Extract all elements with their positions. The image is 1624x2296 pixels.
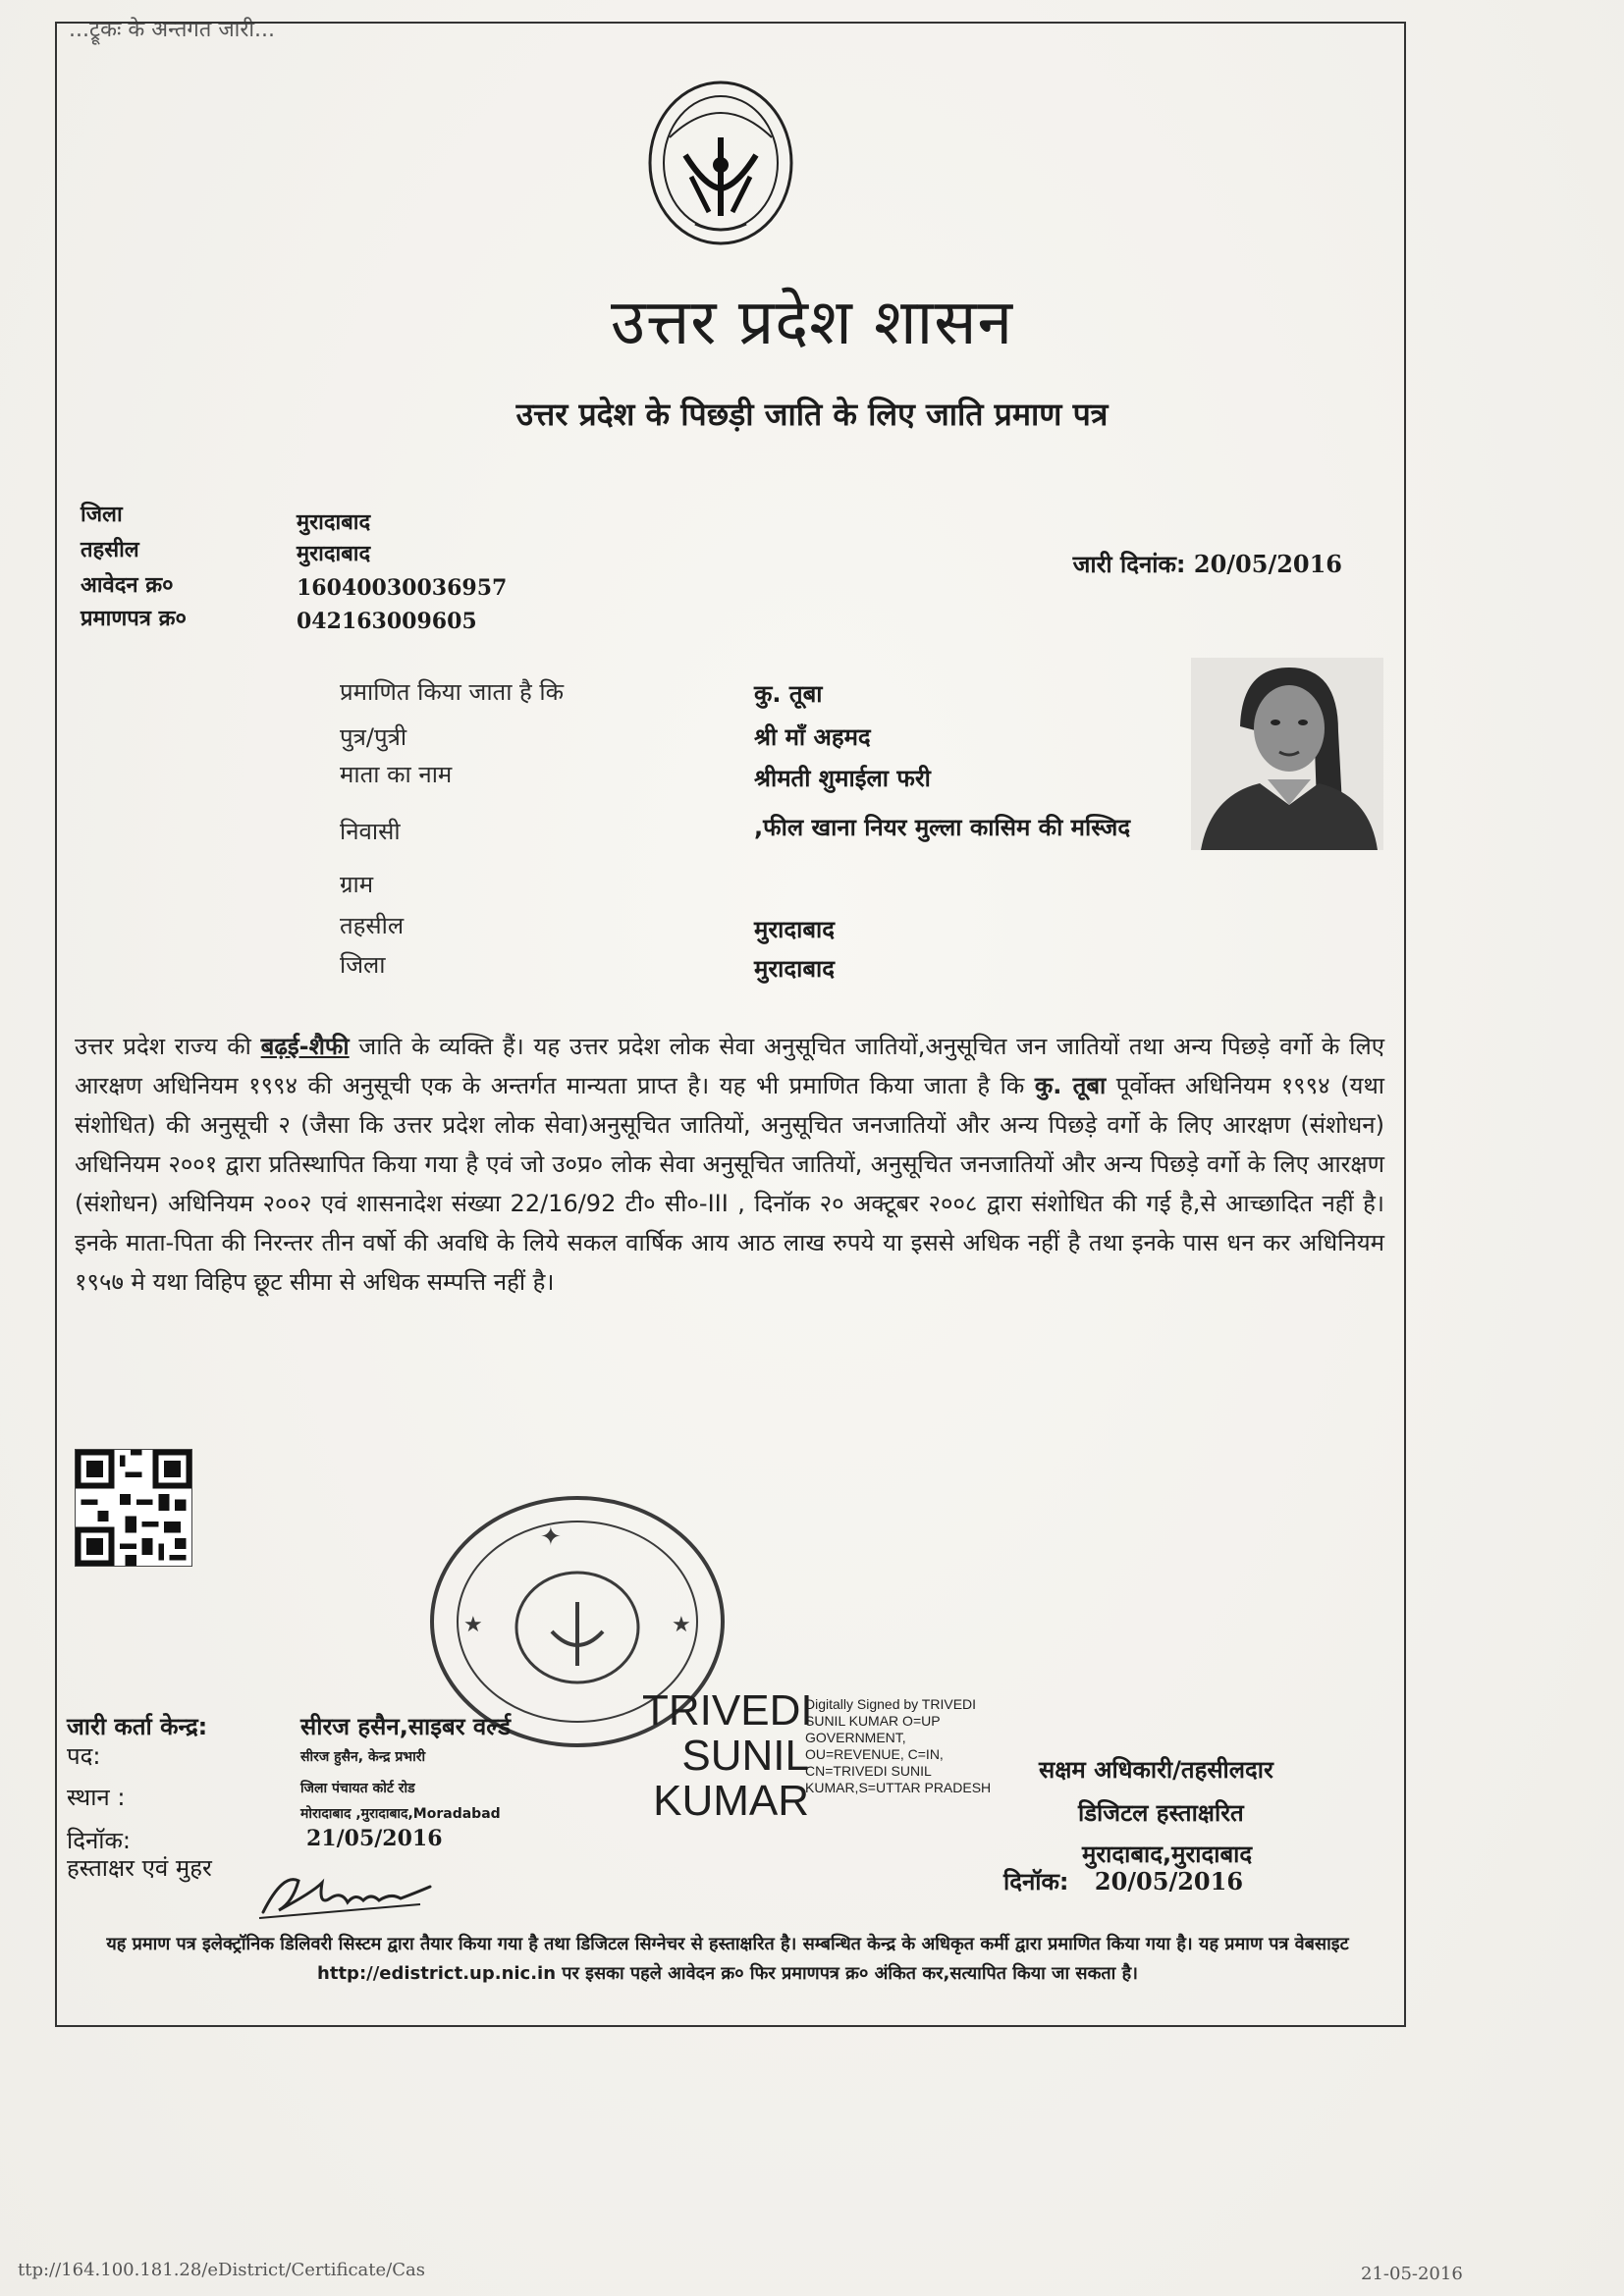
issuer-place-value-1: जिला पंचायत कोर्ट रोड [300,1781,415,1796]
caste-name: बढ़ई-शैफी [260,1033,350,1060]
issue-date-value: 20/05/2016 [1193,550,1342,578]
body-applicant-name: कु. तूबा [1034,1072,1107,1099]
top-note: ...ट्रूकः के अन्तगत जारी... [69,18,276,42]
certificate-body [75,1027,1384,1302]
handwritten-signature [253,1863,460,1922]
resident-address: ,फील खाना नियर मुल्ला कासिम की मस्जिद [754,814,1131,841]
applicant-portrait [1191,658,1383,850]
up-government-emblem [646,79,795,247]
issuer-center-label: जारी कर्ता केन्द्र: [67,1713,208,1740]
issuer-post-label: पद: [67,1742,101,1770]
authority-line-1: सक्षम अधिकारी/तहसीलदार [1039,1756,1273,1784]
village-label: ग्राम [340,871,374,898]
body-text-part-3: पूर्वोक्त अधिनियम १९९४ (यथा संशोधित) की अनुसूची २ (जैसा कि उत्तर प्रदेश लोक सेवा)अनुसूचित जातियों, अनुसूचित जनजातियों और अन्य पिछड़े वर्गो के लिए आरक्षण (संशोधन) अधिनियम २००१ द्वारा प्रतिस्थापित किया गया है एवं जो उ०प्र० लोक सेवा अनुसूचित जातियों, अनुसूचित जनजातियों और अन्य पिछड़े वर्गो के लिए आरक्षण (संशोधन) अधिनियम २००२ एवं शासनादेश संख्या 22/16/92 टी० सी०-III , दिनॉक २० अक्टूबर २००८ द्वारा संशोधित की गई है,से आच्छादित नहीं है।इनके माता-पिता की निरन्तर तीन वर्षो की अवधि के लिये सकल वार्षिक आय आठ लाख रुपये या इससे अधिक नहीं है तथा इनके पास धन कर अधिनियम १९५७ मे यथा विहिप छूट सीमा से अधिक सम्पत्ति नहीं है। [75,1072,1384,1296]
certificate-number-label: प्रमाणपत्र क्र० [81,607,187,631]
document-subtitle: उत्तर प्रदेश के पिछड़ी जाति के लिए जाति प्रमाण पत्र [515,396,1109,433]
issuer-sign-label: हस्ताक्षर एवं मुहर [67,1854,212,1882]
digital-signer-name-2: SUNIL [681,1732,809,1780]
authority-date-label: दिनॉक: [1003,1868,1069,1896]
resident-label: निवासी [340,818,401,845]
tehsil-value: मुरादाबाद [297,542,371,566]
digital-signer-name-1: TRIVEDI [642,1686,813,1735]
issuer-post-value: सीरज हुसैन, केन्द्र प्रभारी [300,1749,426,1765]
mother-label: माता का नाम [340,761,453,788]
authority-date [1003,1865,1243,1897]
parent-name: श्री माँ अहमद [754,723,871,751]
body-text-part-2: जाति के व्यक्ति हैं। यह उत्तर प्रदेश लोक सेवा अनुसूचित जातियों,अनुसूचित जन जातियों तथा अन्य पिछड़े वर्गो के लिए आरक्षण अधिनियम १९९४ की अनुसूची एक के अन्तर्गत मान्यता प्राप्त है। यह भी प्रमाणित किया जाता है कि [75,1033,1384,1099]
authority-line-3: मुरादाबाद,मुरादाबाद [1082,1841,1253,1868]
district-value: मुरादाबाद [297,510,371,535]
field-tehsil-label: तहसील [340,912,405,939]
certificate-number-value: 042163009605 [297,609,477,634]
application-number-value: 16040030036957 [297,575,508,601]
issue-date-label: जारी दिनांक: [1072,551,1186,578]
authority-date-value: 20/05/2016 [1094,1867,1244,1896]
issue-date [1073,548,1342,580]
issuer-date-label: दिनॉक: [67,1827,132,1854]
tehsil-label: तहसील [81,538,139,562]
qr-code [75,1449,192,1567]
certified-label: प्रमाणित किया जाता है कि [340,678,565,706]
issuer-place-label: स्थान : [67,1784,126,1811]
authority-line-2: डिजिटल हस्ताक्षरित [1078,1799,1244,1827]
field-district-value: मुरादाबाद [754,955,836,983]
document-title: उत्तर प्रदेश शासन [611,287,1013,359]
body-text-part-1: उत्तर प्रदेश राज्य की [75,1033,261,1060]
issuer-place-value-2: मोरादाबाद ,मुरादाबाद,Moradabad [300,1806,501,1822]
application-number-label: आवेदन क्र० [81,573,174,598]
issuer-date-value: 21/05/2016 [306,1826,443,1851]
footer-verification-note: यह प्रमाण पत्र इलेक्ट्रॉनिक डिलिवरी सिस्टम द्वारा तैयार किया गया है तथा डिजिटल सिग्नेचर से हस्ताक्षरित है। सम्बन्धित केन्द्र के अधिकृत कर्मी द्वारा प्रमाणित किया गया है। यह प्रमाण पत्र वेबसाइट http://edistrict.up.nic.in पर इसका पहले आवेदन क्र० फिर प्रमाणपत्र क्र० अंकित कर,सत्यापित किया जा सकता है। [106,1934,1349,1984]
stamp-text-icon: ✦ [540,1522,562,1552]
stamp-star-left-icon: ★ [463,1613,483,1637]
field-tehsil-value: मुरादाबाद [754,916,836,943]
digital-signature-details: Digitally Signed by TRIVEDI SUNIL KUMAR O=UP GOVERNMENT, OU=REVENUE, C=IN, CN=TRIVEDI SUNIL KUMAR,S=UTTAR PRADESH [805,1696,992,1795]
applicant-photo [1191,658,1383,850]
issuer-center-value: सीरज हसैन,साइबर वर्ल्ड [300,1713,512,1740]
digital-signer-name-3: KUMAR [653,1777,809,1825]
digital-signer-name [642,1686,813,1825]
stamp-star-right-icon: ★ [672,1613,691,1637]
district-label: जिला [81,503,123,527]
certified-name: कु. तूबा [754,680,823,708]
field-district-label: जिला [340,951,386,979]
print-date: 21-05-2016 [1361,2264,1463,2284]
mother-name: श्रीमती शुमाईला फरी [754,765,931,792]
parent-label: पुत्र/पुत्री [340,723,407,751]
print-url: ttp://164.100.181.28/eDistrict/Certificate/Cas [18,2260,425,2280]
